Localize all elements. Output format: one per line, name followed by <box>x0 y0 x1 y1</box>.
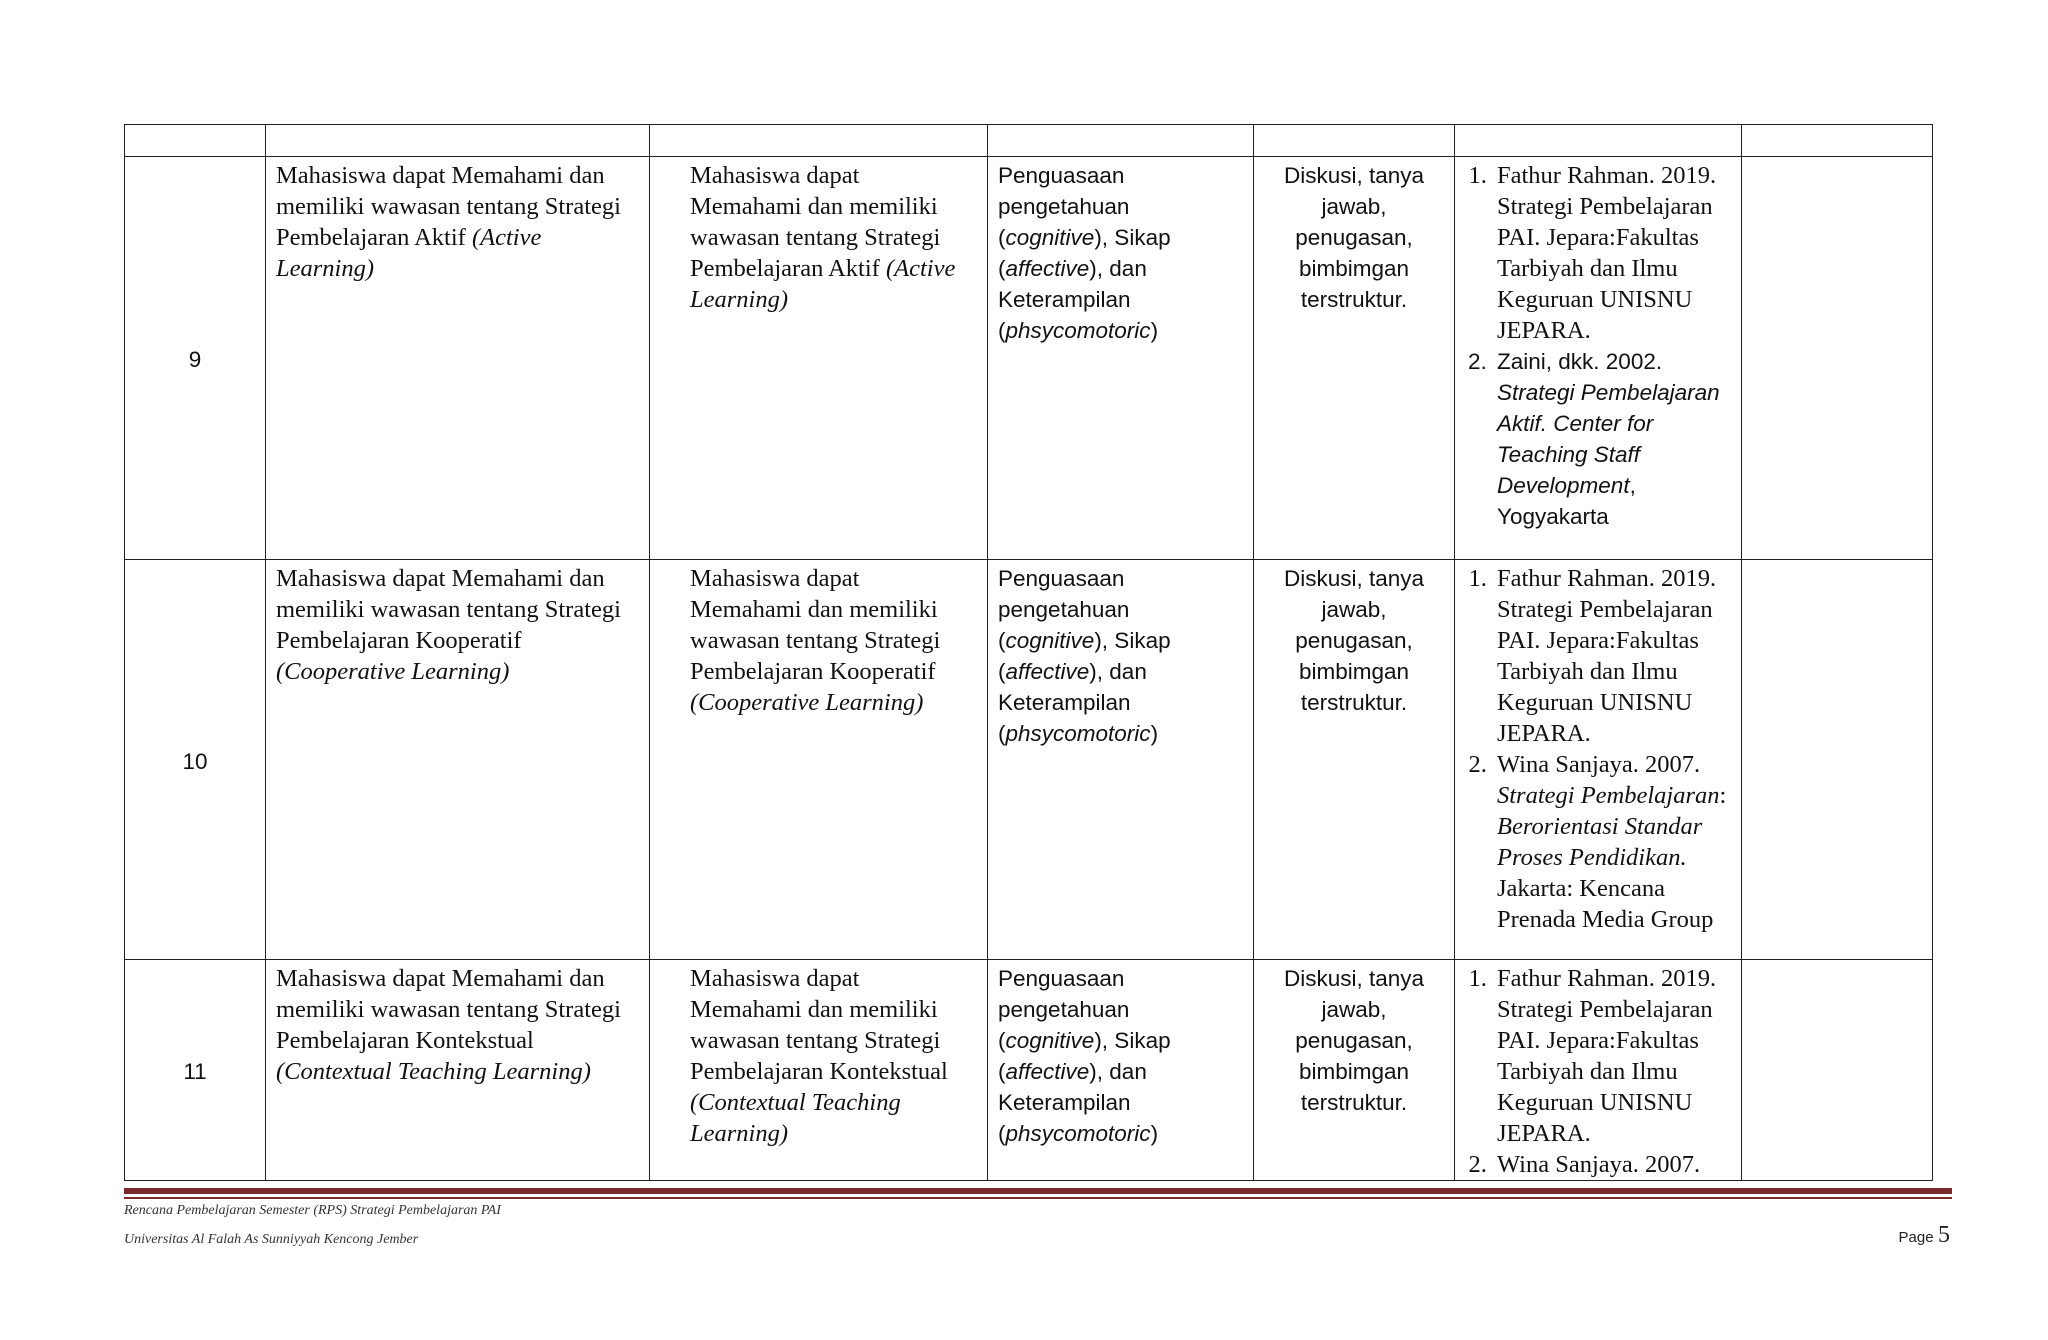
footer-document-title: Rencana Pembelajaran Semester (RPS) Strategi Pembelajaran PAI <box>124 1203 501 1218</box>
metode-cell: Diskusi, tanya jawab, penugasan, bimbimgan terstruktur. <box>1254 960 1455 1181</box>
indikator-cell: Mahasiswa dapat Memahami dan memiliki wawasan tentang Strategi Pembelajaran Kontekstual (Contextual Teaching Learning) <box>650 960 988 1181</box>
reference-item: 1. Fathur Rahman. 2019. Strategi Pembelajaran PAI. Jepara:Fakultas Tarbiyah dan Ilmu Keguruan UNISNU JEPARA. <box>1493 563 1731 749</box>
header-cell <box>1254 125 1455 157</box>
header-cell <box>125 125 266 157</box>
week-number: 9 <box>125 157 266 560</box>
bobot-cell <box>1742 560 1933 960</box>
kemampuan-cell: Mahasiswa dapat Memahami dan memiliki wawasan tentang Strategi Pembelajaran Aktif (Active Learning) <box>266 157 650 560</box>
kriteria-cell: Penguasaan pengetahuan (cognitive), Sikap (affective), dan Keterampilan (phsycomotoric) <box>988 960 1254 1181</box>
header-cell <box>650 125 988 157</box>
referensi-cell <box>1455 960 1742 1181</box>
kemampuan-cell: Mahasiswa dapat Memahami dan memiliki wawasan tentang Strategi Pembelajaran Kooperatif (Cooperative Learning) <box>266 560 650 960</box>
bobot-cell <box>1742 157 1933 560</box>
week-number: 11 <box>125 960 266 1181</box>
metode-cell: Diskusi, tanya jawab, penugasan, bimbimgan terstruktur. <box>1254 157 1455 560</box>
reference-item: 2. Zaini, dkk. 2002. Strategi Pembelajaran Aktif. Center for Teaching Staff Development, Yogyakarta <box>1493 346 1731 532</box>
footer-divider-thin <box>124 1197 1952 1199</box>
rps-table <box>124 124 1933 1181</box>
bobot-cell <box>1742 960 1933 1181</box>
header-cell <box>1742 125 1933 157</box>
referensi-cell <box>1455 560 1742 960</box>
header-cell <box>1455 125 1742 157</box>
metode-cell: Diskusi, tanya jawab, penugasan, bimbimgan terstruktur. <box>1254 560 1455 960</box>
footer-institution: Universitas Al Falah As Sunniyyah Kencong Jember <box>124 1232 419 1247</box>
kriteria-cell: Penguasaan pengetahuan (cognitive), Sikap (affective), dan Keterampilan (phsycomotoric) <box>988 157 1254 560</box>
reference-item: 2. Wina Sanjaya. 2007. Strategi Pembelajaran: Berorientasi Standar Proses Pendidikan. Jakarta: Kencana Prenada Media Group <box>1493 749 1731 935</box>
reference-item: 2. Wina Sanjaya. 2007. <box>1493 1149 1731 1180</box>
page-label: Page <box>1898 1229 1934 1246</box>
table-header-row <box>125 125 1933 157</box>
page-value: 5 <box>1938 1222 1950 1248</box>
kemampuan-cell: Mahasiswa dapat Memahami dan memiliki wawasan tentang Strategi Pembelajaran Kontekstual (Contextual Teaching Learning) <box>266 960 650 1181</box>
header-cell <box>988 125 1254 157</box>
table-row <box>125 960 1933 1181</box>
referensi-cell <box>1455 157 1742 560</box>
week-number: 10 <box>125 560 266 960</box>
indikator-cell: Mahasiswa dapat Memahami dan memiliki wawasan tentang Strategi Pembelajaran Kooperatif (Cooperative Learning) <box>650 560 988 960</box>
page-number <box>1899 1222 1951 1249</box>
header-cell <box>266 125 650 157</box>
footer-divider <box>124 1188 1952 1194</box>
reference-item: 1. Fathur Rahman. 2019. Strategi Pembelajaran PAI. Jepara:Fakultas Tarbiyah dan Ilmu Keguruan UNISNU JEPARA. <box>1493 160 1731 346</box>
kriteria-cell: Penguasaan pengetahuan (cognitive), Sikap (affective), dan Keterampilan (phsycomotoric) <box>988 560 1254 960</box>
table-row <box>125 157 1933 560</box>
indikator-cell: Mahasiswa dapat Memahami dan memiliki wawasan tentang Strategi Pembelajaran Aktif (Active Learning) <box>650 157 988 560</box>
reference-item: 1. Fathur Rahman. 2019. Strategi Pembelajaran PAI. Jepara:Fakultas Tarbiyah dan Ilmu Keguruan UNISNU JEPARA. <box>1493 963 1731 1149</box>
table-row <box>125 560 1933 960</box>
